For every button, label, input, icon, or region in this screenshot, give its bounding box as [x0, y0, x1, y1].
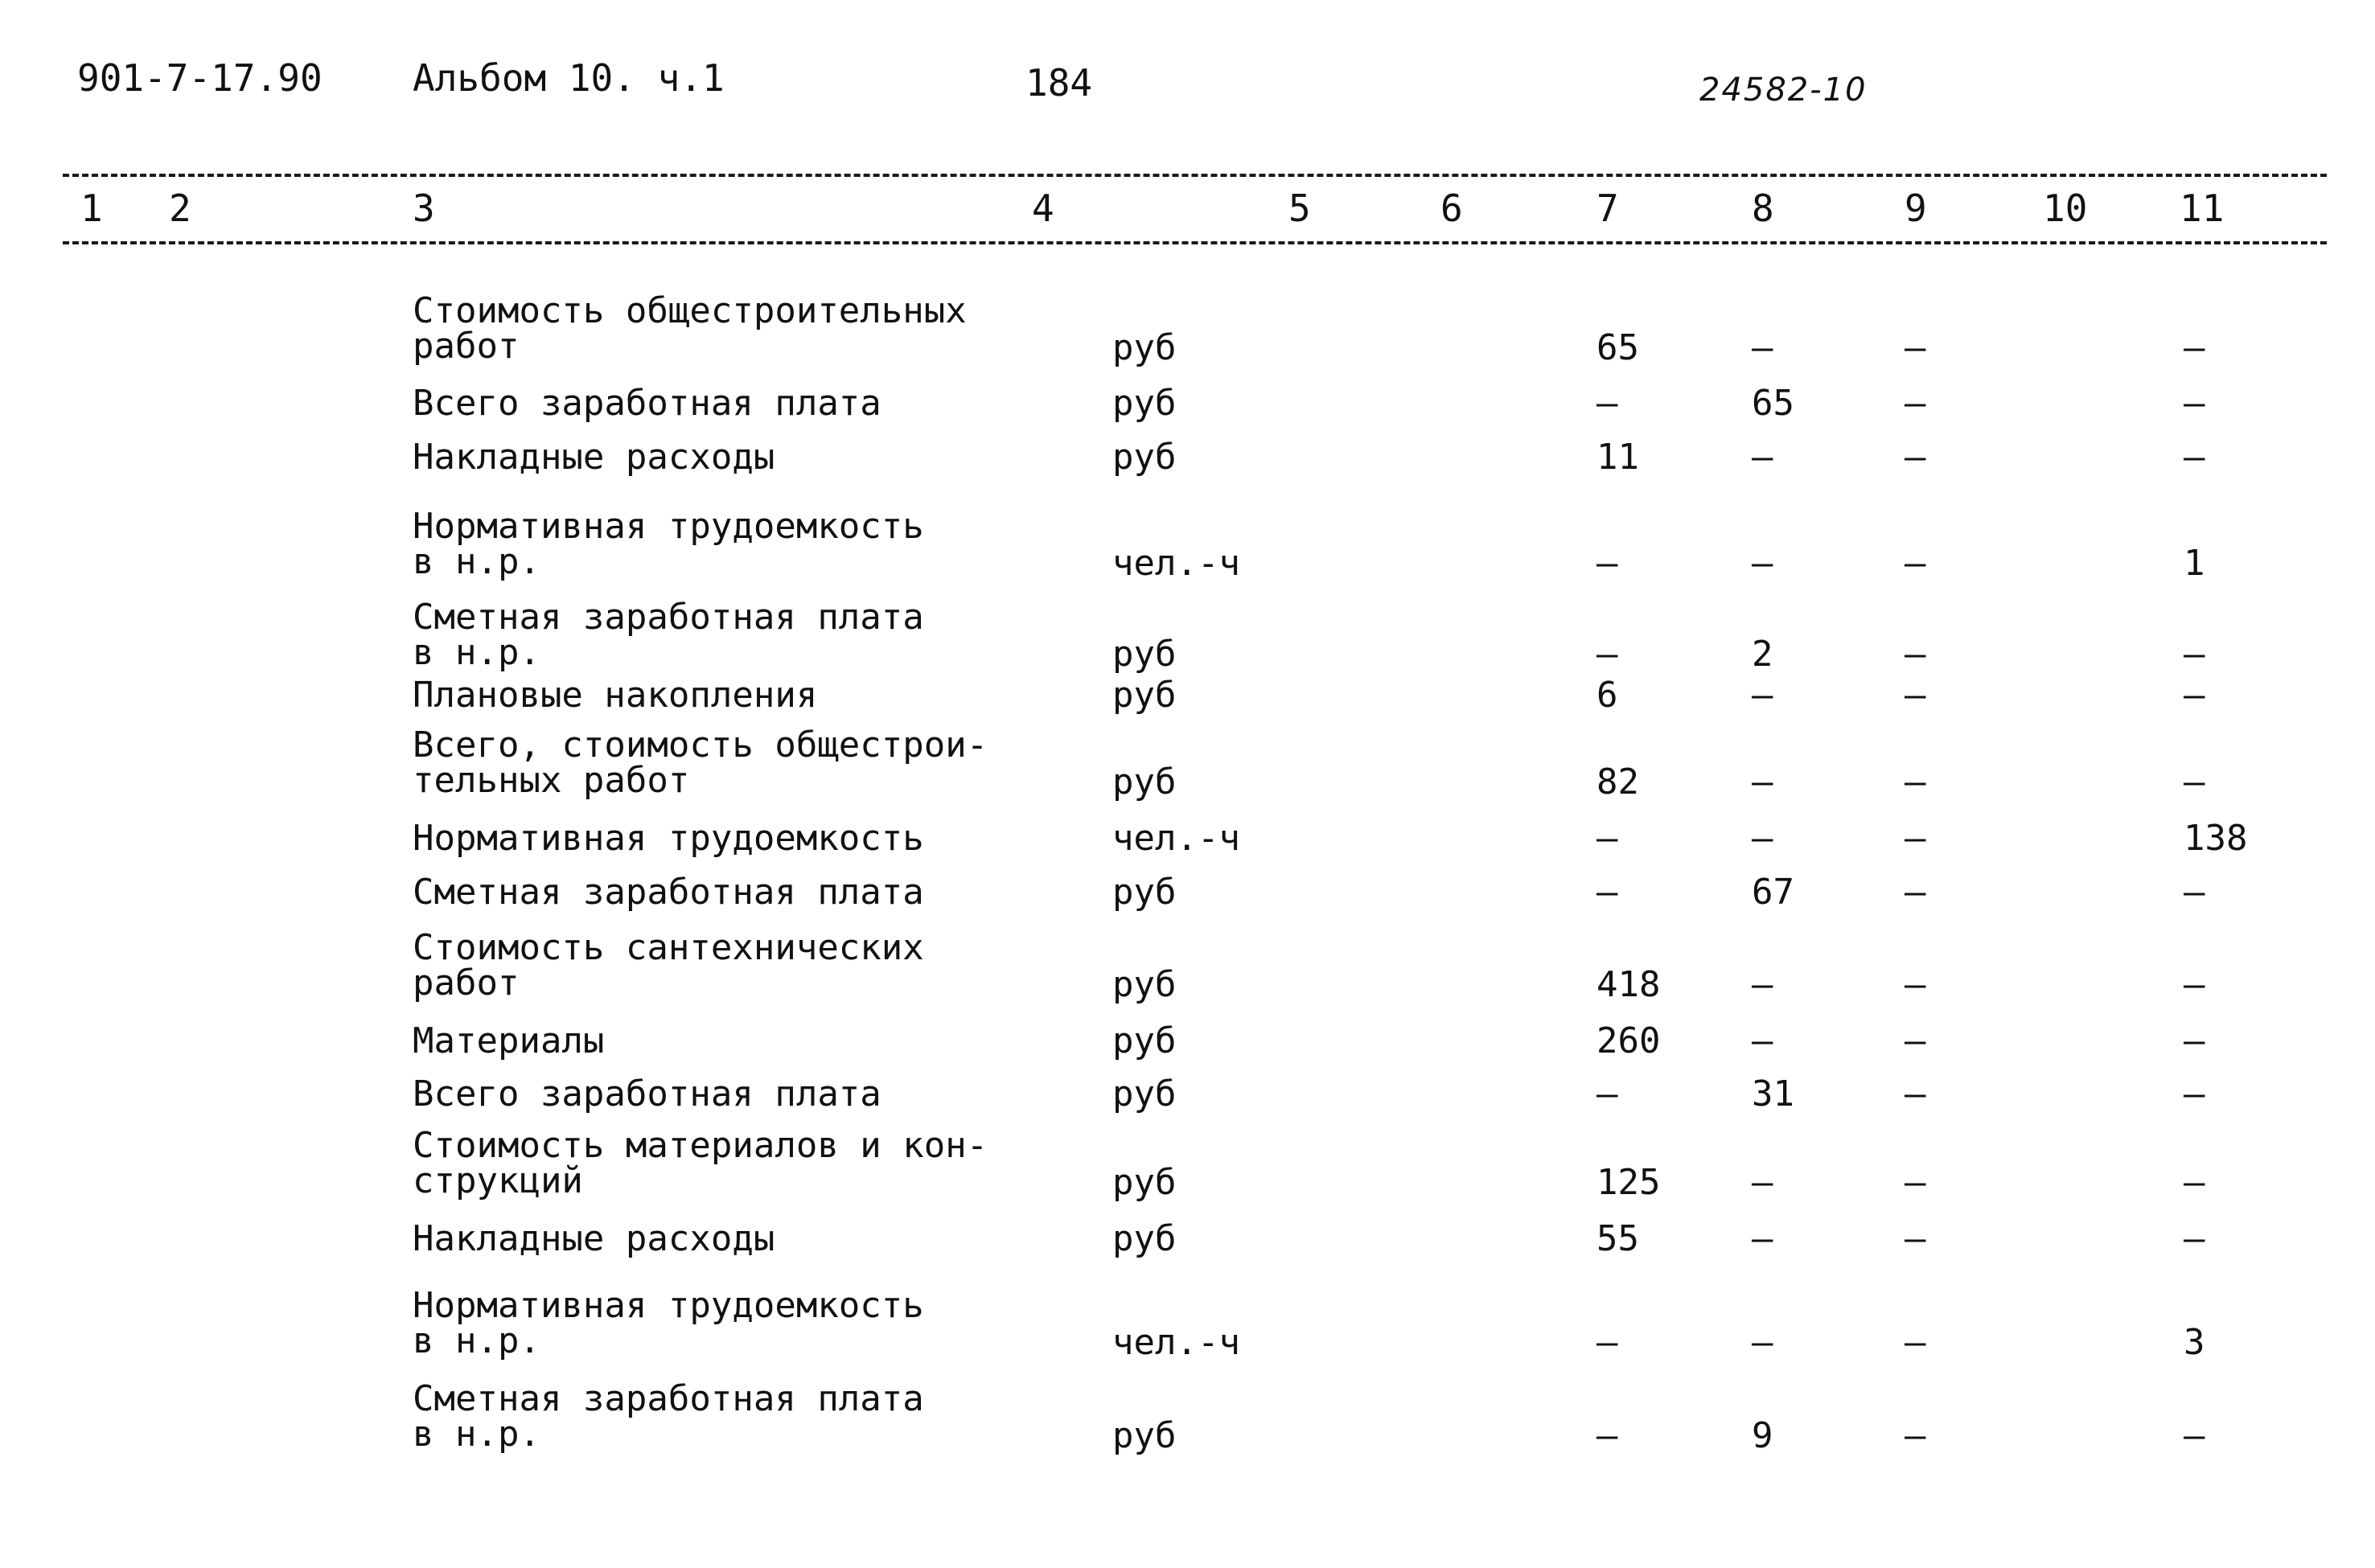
- col11-value: –: [2184, 437, 2205, 478]
- col11-value: –: [2184, 383, 2205, 424]
- col8-value: –: [1752, 1218, 1773, 1259]
- col7-value: –: [1596, 543, 1618, 584]
- col11-value: –: [2184, 1162, 2205, 1203]
- row-name: Плановые накопления: [413, 675, 818, 716]
- column-number: 11: [2180, 187, 2225, 230]
- col9-value: –: [1905, 818, 1926, 859]
- col7-value: –: [1596, 1073, 1618, 1114]
- col11-value: 3: [2184, 1322, 2205, 1363]
- col9-value: –: [1905, 761, 1926, 802]
- col8-value: –: [1752, 818, 1773, 859]
- column-number: 4: [1032, 187, 1054, 230]
- col9-value: –: [1905, 1020, 1926, 1061]
- row-unit: руб: [1112, 327, 1177, 368]
- header-bottom-rule: [63, 241, 2327, 244]
- col11-value: –: [2184, 1415, 2205, 1456]
- column-number: 1: [80, 187, 103, 230]
- col11-value: –: [2184, 1020, 2205, 1061]
- row-unit: руб: [1112, 872, 1177, 913]
- col11-value: –: [2184, 964, 2205, 1005]
- col9-value: –: [1905, 634, 1926, 675]
- col7-value: 260: [1596, 1020, 1661, 1061]
- row-unit: чел.-ч: [1112, 543, 1240, 584]
- header-top-rule: [63, 174, 2327, 177]
- col7-value: 6: [1596, 675, 1618, 716]
- inventory-number: 24582-10: [1699, 72, 1868, 109]
- col7-value: –: [1596, 634, 1618, 675]
- col9-value: –: [1905, 872, 1926, 913]
- row-name: Нормативная трудоемкость: [413, 818, 924, 859]
- col9-value: –: [1905, 383, 1926, 424]
- col9-value: –: [1905, 675, 1926, 716]
- row-name: Стоимость общестроительных работ: [413, 290, 967, 367]
- row-unit: руб: [1112, 1415, 1177, 1456]
- row-unit: руб: [1112, 1162, 1177, 1203]
- col8-value: –: [1752, 437, 1773, 478]
- col8-value: –: [1752, 675, 1773, 716]
- col11-value: –: [2184, 1218, 2205, 1259]
- row-unit: руб: [1112, 1073, 1177, 1114]
- col7-value: –: [1596, 1322, 1618, 1363]
- column-number: 2: [169, 187, 191, 230]
- col11-value: –: [2184, 675, 2205, 716]
- row-name: Сметная заработная плата в н.р.: [413, 597, 924, 673]
- col8-value: –: [1752, 1162, 1773, 1203]
- col9-value: –: [1905, 543, 1926, 584]
- col8-value: 67: [1752, 872, 1794, 913]
- row-name: Стоимость сантехнических работ: [413, 927, 924, 1004]
- col9-value: –: [1905, 964, 1926, 1005]
- col9-value: –: [1905, 1322, 1926, 1363]
- col11-value: –: [2184, 327, 2205, 368]
- col7-value: 82: [1596, 761, 1639, 802]
- row-name: Материалы: [413, 1020, 605, 1061]
- row-name: Нормативная трудоемкость в н.р.: [413, 506, 924, 582]
- col11-value: –: [2184, 872, 2205, 913]
- row-name: Всего заработная плата: [413, 383, 881, 424]
- col11-value: –: [2184, 1073, 2205, 1114]
- col7-value: –: [1596, 1415, 1618, 1456]
- col9-value: –: [1905, 1218, 1926, 1259]
- document-code: 901-7-17.90: [77, 56, 323, 100]
- col8-value: 31: [1752, 1073, 1794, 1114]
- row-unit: руб: [1112, 1218, 1177, 1259]
- col7-value: 65: [1596, 327, 1639, 368]
- album-label: Альбом 10. ч.1: [413, 56, 725, 100]
- col11-value: 1: [2184, 543, 2205, 584]
- col9-value: –: [1905, 327, 1926, 368]
- col8-value: –: [1752, 1020, 1773, 1061]
- col9-value: –: [1905, 1162, 1926, 1203]
- col7-value: –: [1596, 818, 1618, 859]
- col7-value: 125: [1596, 1162, 1661, 1203]
- col7-value: –: [1596, 872, 1618, 913]
- col11-value: 138: [2184, 818, 2248, 859]
- column-number: 9: [1905, 187, 1927, 230]
- row-unit: руб: [1112, 761, 1177, 802]
- page-number: 184: [1025, 61, 1093, 105]
- col7-value: 55: [1596, 1218, 1639, 1259]
- row-name: Стоимость материалов и кон- струкций: [413, 1125, 988, 1201]
- column-number: 3: [413, 187, 435, 230]
- col11-value: –: [2184, 634, 2205, 675]
- col8-value: –: [1752, 1322, 1773, 1363]
- row-unit: руб: [1112, 675, 1177, 716]
- row-name: Сметная заработная плата в н.р.: [413, 1378, 924, 1455]
- col7-value: –: [1596, 383, 1618, 424]
- row-name: Накладные расходы: [413, 1218, 775, 1259]
- col8-value: –: [1752, 543, 1773, 584]
- col7-value: 11: [1596, 437, 1639, 478]
- row-name: Накладные расходы: [413, 437, 775, 478]
- column-number: 10: [2043, 187, 2088, 230]
- row-unit: руб: [1112, 634, 1177, 675]
- col8-value: –: [1752, 327, 1773, 368]
- col11-value: –: [2184, 761, 2205, 802]
- col9-value: –: [1905, 437, 1926, 478]
- row-name: Всего заработная плата: [413, 1073, 881, 1114]
- col8-value: 9: [1752, 1415, 1773, 1456]
- row-unit: руб: [1112, 383, 1177, 424]
- row-name: Сметная заработная плата: [413, 872, 924, 913]
- column-number: 5: [1288, 187, 1311, 230]
- col9-value: –: [1905, 1073, 1926, 1114]
- row-name: Всего, стоимость общестрои- тельных работ: [413, 724, 988, 801]
- col8-value: –: [1752, 964, 1773, 1005]
- row-unit: руб: [1112, 1020, 1177, 1061]
- col8-value: –: [1752, 761, 1773, 802]
- row-name: Нормативная трудоемкость в н.р.: [413, 1285, 924, 1361]
- column-number: 8: [1752, 187, 1774, 230]
- row-unit: чел.-ч: [1112, 1322, 1240, 1363]
- col8-value: 2: [1752, 634, 1773, 675]
- col8-value: 65: [1752, 383, 1794, 424]
- col9-value: –: [1905, 1415, 1926, 1456]
- column-number: 7: [1596, 187, 1619, 230]
- col7-value: 418: [1596, 964, 1661, 1005]
- column-number: 6: [1440, 187, 1463, 230]
- row-unit: чел.-ч: [1112, 818, 1240, 859]
- row-unit: руб: [1112, 437, 1177, 478]
- row-unit: руб: [1112, 964, 1177, 1005]
